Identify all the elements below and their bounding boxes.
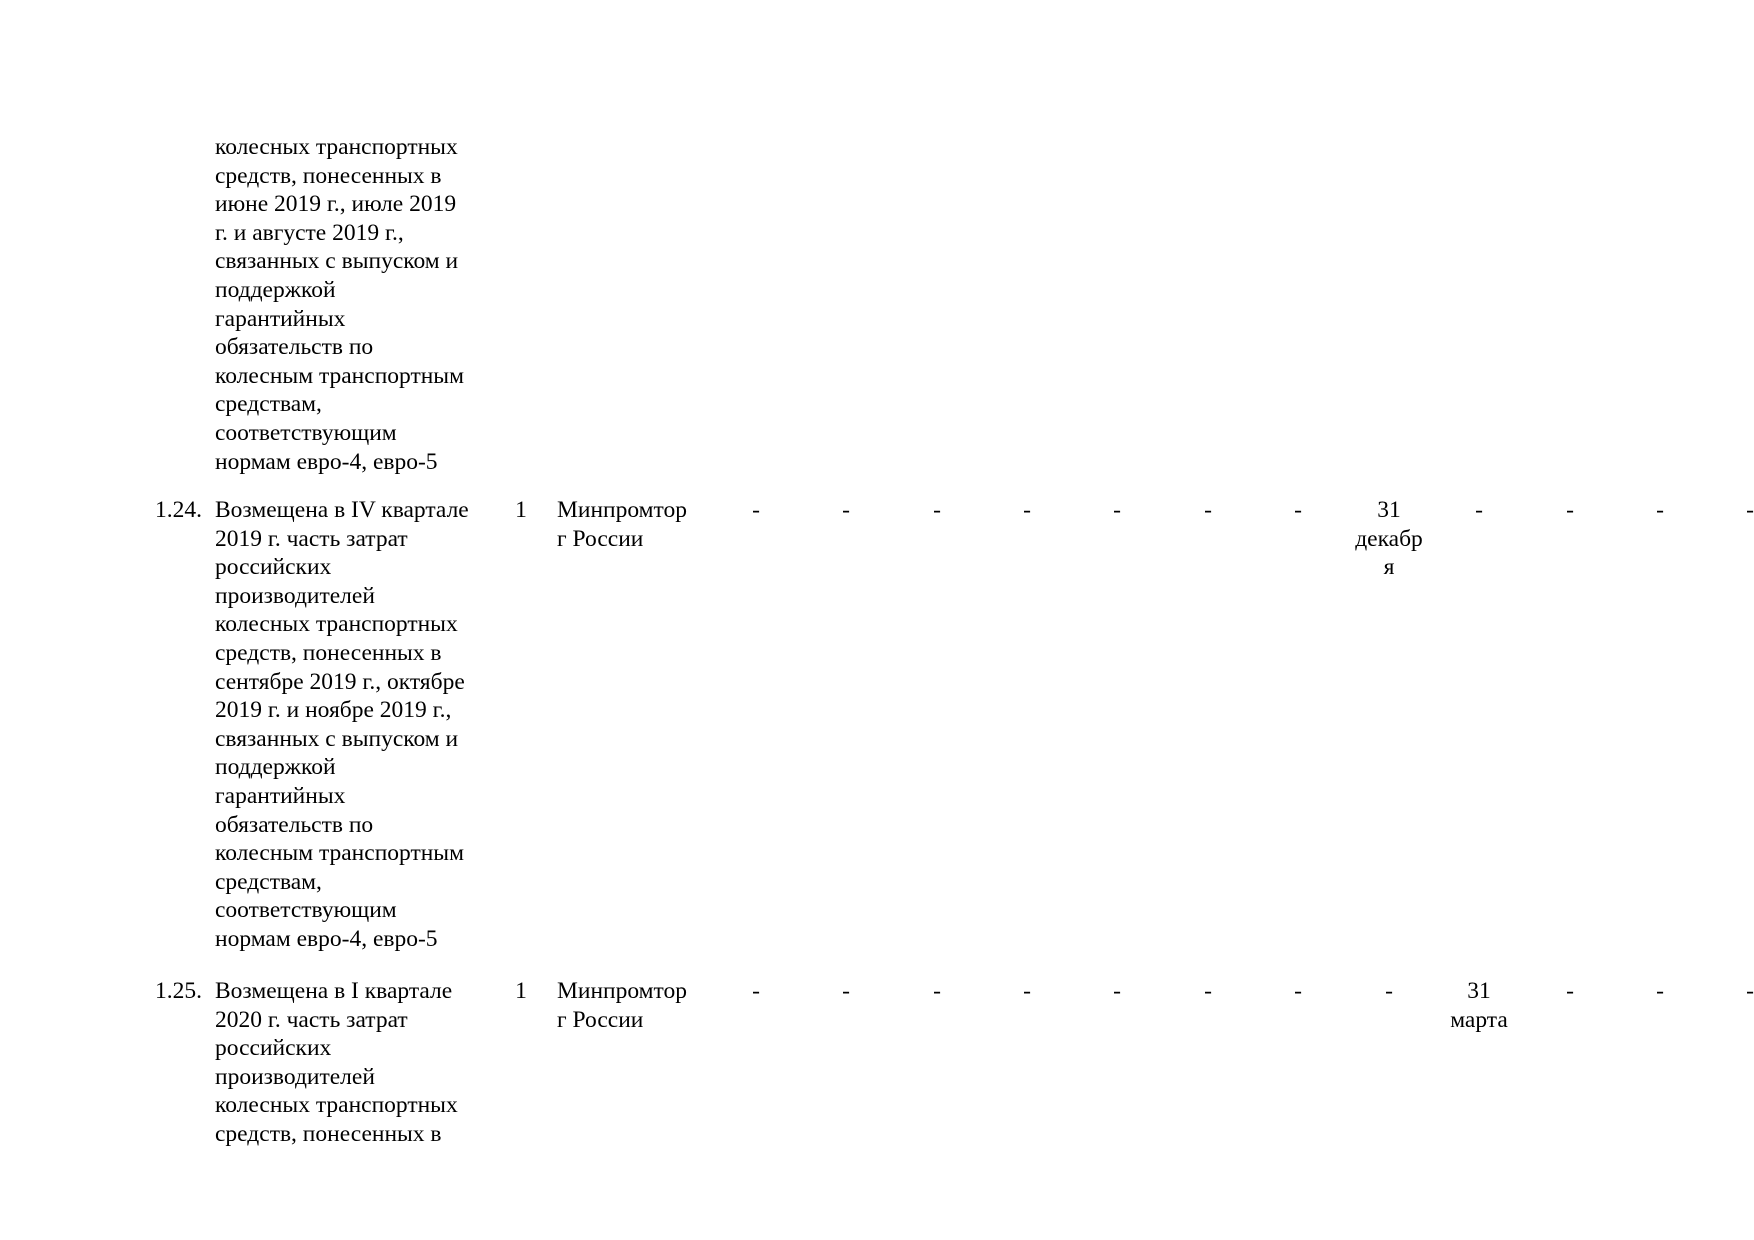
text-line: г России bbox=[557, 525, 644, 552]
schedule-cell: - bbox=[1113, 497, 1121, 523]
text-line: марта bbox=[1450, 1006, 1508, 1033]
continued-description bbox=[215, 133, 464, 476]
text-line: г. и августе 2019 г., bbox=[215, 219, 404, 246]
schedule-cell-date bbox=[1434, 977, 1524, 1034]
text-line: Минпромтор bbox=[557, 978, 688, 1004]
text-line: поддержкой bbox=[215, 754, 336, 781]
schedule-cell: - bbox=[933, 978, 941, 1004]
text-line: соответствующим bbox=[215, 897, 397, 924]
text-line: 2019 г. часть затрат bbox=[215, 525, 408, 552]
schedule-cell: - bbox=[1746, 497, 1754, 523]
schedule-cell: - bbox=[1566, 497, 1574, 523]
text-line: 2019 г. и ноябре 2019 г., bbox=[215, 697, 452, 724]
text-line: 2020 г. часть затрат bbox=[215, 1006, 408, 1033]
text-line: обязательств по bbox=[215, 811, 374, 838]
text-line: Возмещена в I квартале bbox=[215, 978, 453, 1004]
text-line: колесных транспортных bbox=[215, 611, 458, 638]
schedule-cell: - bbox=[1656, 978, 1664, 1004]
schedule-cell-date bbox=[1344, 496, 1434, 582]
text-line: декабр bbox=[1355, 525, 1423, 552]
text-line: средствам, bbox=[215, 391, 322, 418]
schedule-cell: - bbox=[1656, 497, 1664, 523]
text-line: производителей bbox=[215, 582, 375, 609]
text-line: средств, понесенных в bbox=[215, 639, 442, 666]
text-line: российских bbox=[215, 1035, 332, 1062]
row-description bbox=[215, 977, 458, 1149]
text-line: нормам евро-4, евро-5 bbox=[215, 448, 438, 475]
text-line: связанных с выпуском и bbox=[215, 248, 459, 275]
schedule-cell: - bbox=[1113, 978, 1121, 1004]
schedule-cell: - bbox=[842, 978, 850, 1004]
text-line: гарантийных bbox=[215, 305, 346, 332]
schedule-cell: - bbox=[1294, 978, 1302, 1004]
text-line: июне 2019 г., июле 2019 bbox=[215, 191, 457, 218]
text-line: гарантийных bbox=[215, 782, 346, 809]
text-line: Возмещена в IV квартале bbox=[215, 497, 469, 523]
text-line: 31 bbox=[1377, 497, 1401, 523]
schedule-cell: - bbox=[1023, 978, 1031, 1004]
schedule-cell: - bbox=[752, 497, 760, 523]
schedule-cell: - bbox=[1204, 978, 1212, 1004]
text-line: производителей bbox=[215, 1063, 375, 1090]
schedule-cell: - bbox=[1385, 978, 1393, 1004]
text-line: средствам, bbox=[215, 868, 322, 895]
schedule-cell: - bbox=[842, 497, 850, 523]
row-count: 1 bbox=[515, 978, 527, 1004]
text-line: колесных транспортных bbox=[215, 134, 458, 160]
row-number: 1.24. bbox=[155, 497, 202, 523]
text-line: российских bbox=[215, 554, 332, 581]
text-line: обязательств по bbox=[215, 334, 374, 361]
text-line: я bbox=[1383, 554, 1395, 581]
text-line: поддержкой bbox=[215, 276, 336, 303]
text-line: Минпромтор bbox=[557, 497, 688, 523]
text-line: колесным транспортным bbox=[215, 362, 464, 389]
text-line: нормам евро-4, евро-5 bbox=[215, 925, 438, 952]
text-line: сентябре 2019 г., октябре bbox=[215, 668, 465, 695]
row-responsible bbox=[557, 496, 687, 553]
schedule-cell: - bbox=[933, 497, 941, 523]
schedule-cell: - bbox=[1746, 978, 1754, 1004]
row-responsible bbox=[557, 977, 687, 1034]
text-line: г России bbox=[557, 1006, 644, 1033]
schedule-cell: - bbox=[1023, 497, 1031, 523]
schedule-cell: - bbox=[1475, 497, 1483, 523]
text-line: средств, понесенных в bbox=[215, 162, 442, 189]
row-number: 1.25. bbox=[155, 978, 202, 1004]
row-description bbox=[215, 496, 469, 954]
schedule-cell: - bbox=[752, 978, 760, 1004]
text-line: 31 bbox=[1467, 978, 1491, 1004]
schedule-cell: - bbox=[1566, 978, 1574, 1004]
schedule-cell: - bbox=[1204, 497, 1212, 523]
text-line: связанных с выпуском и bbox=[215, 725, 459, 752]
text-line: колесным транспортным bbox=[215, 840, 464, 867]
text-line: колесных транспортных bbox=[215, 1092, 458, 1119]
text-line: средств, понесенных в bbox=[215, 1120, 442, 1147]
schedule-cell: - bbox=[1294, 497, 1302, 523]
text-line: соответствующим bbox=[215, 419, 397, 446]
row-count: 1 bbox=[515, 497, 527, 523]
